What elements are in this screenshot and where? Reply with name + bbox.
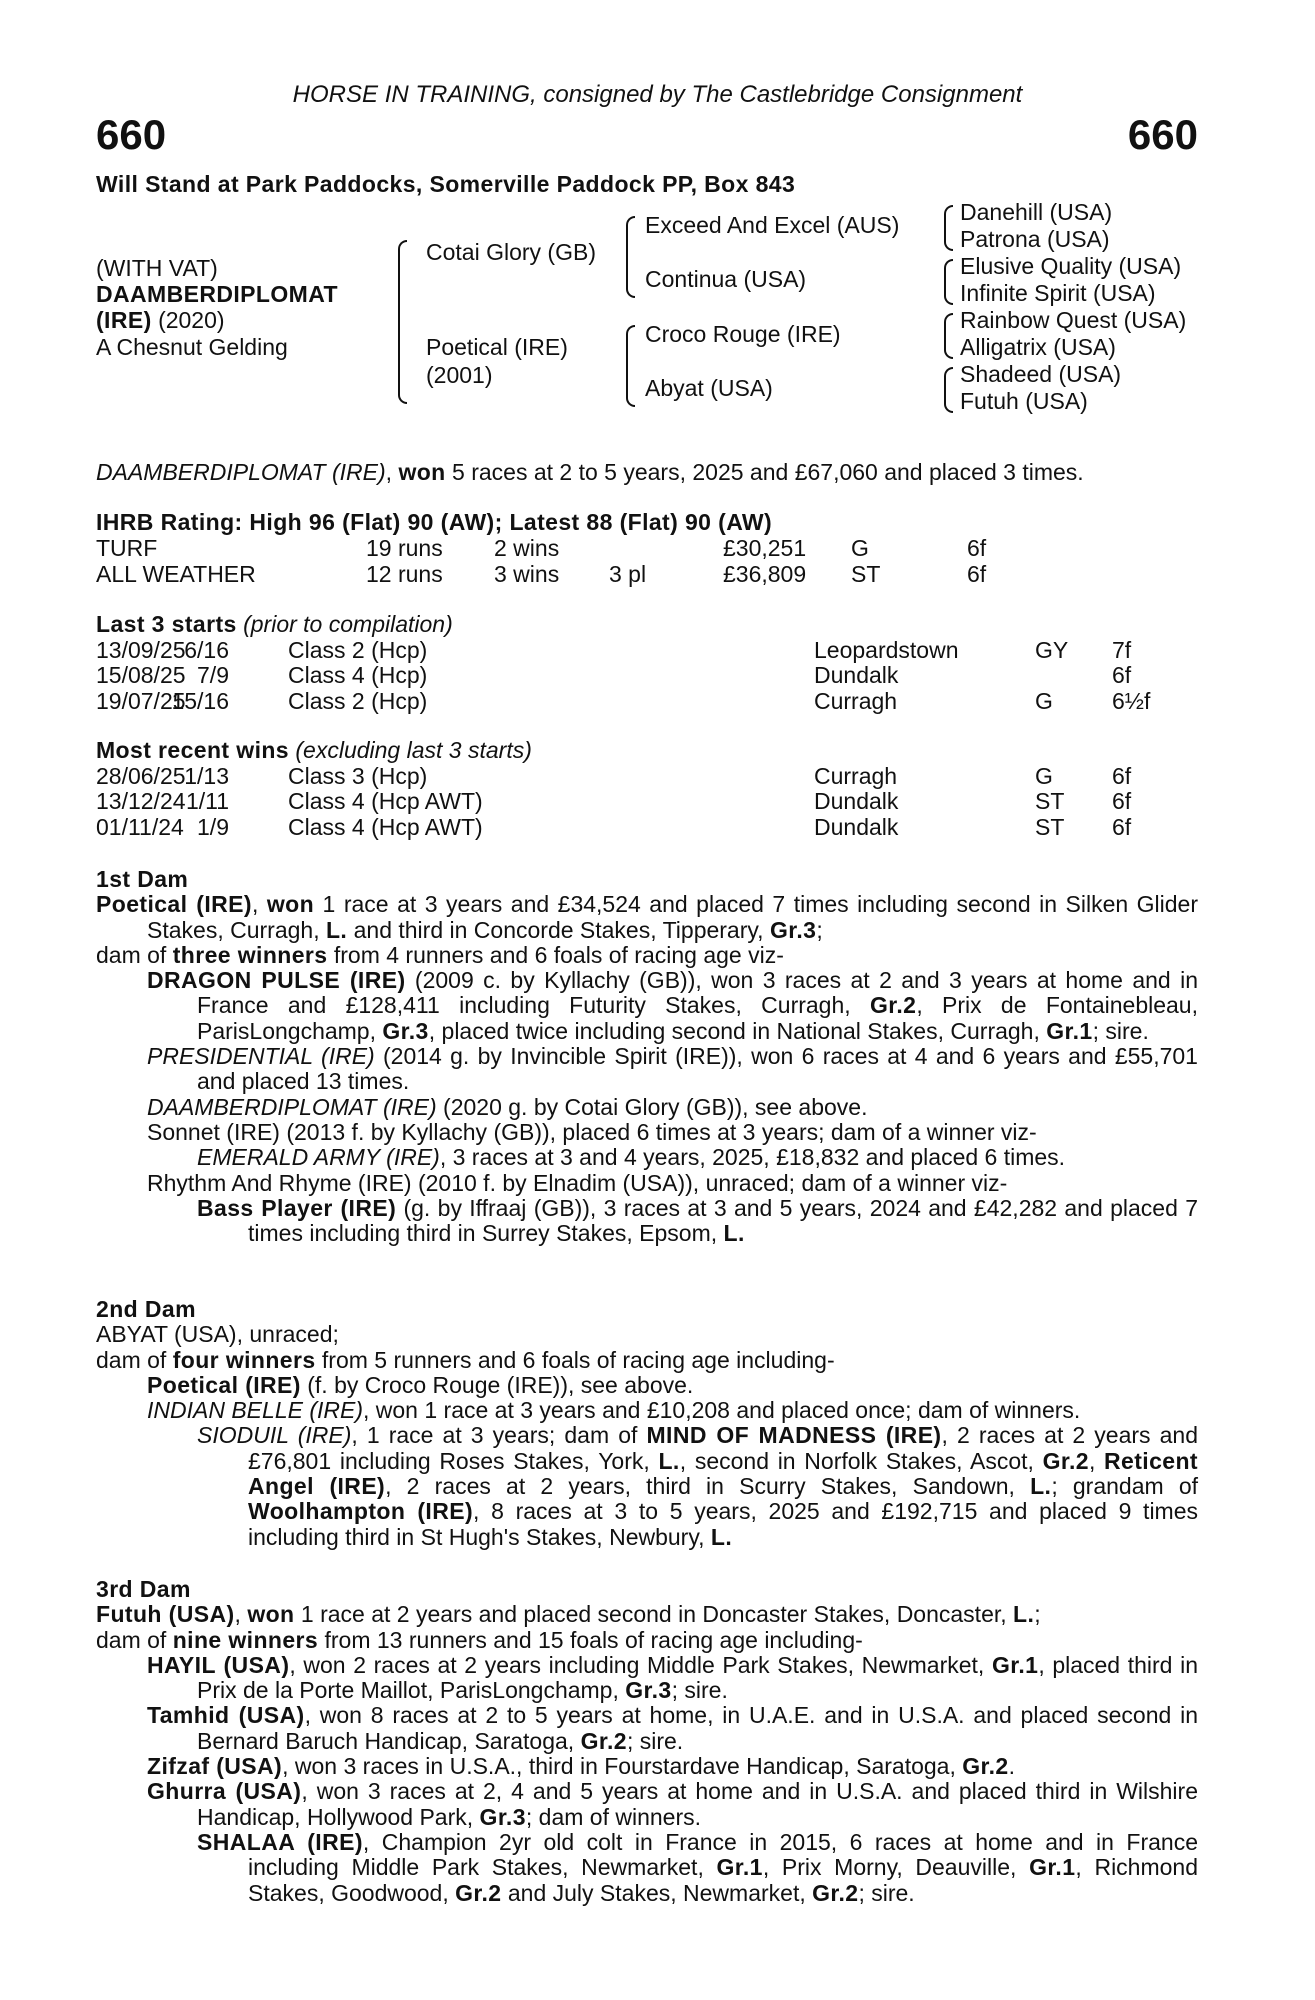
bold-text: Gr.2	[962, 1753, 1009, 1780]
race-class: Class 2 (Hcp)	[288, 637, 428, 663]
text: .	[1008, 1753, 1015, 1780]
produce-record	[96, 1120, 1198, 1145]
venue: Curragh	[814, 687, 898, 714]
italic-text: SIODUIL (IRE)	[197, 1422, 352, 1449]
produce-record	[96, 1779, 1198, 1830]
text: , Prix de Fontainebleau, ParisLongchamp,	[197, 992, 1198, 1044]
ancestor: Shadeed (USA)	[960, 361, 1122, 387]
italic-text: EMERALD ARMY (IRE)	[197, 1144, 440, 1171]
text: 1 race at 2 years and placed second in Doncaster Stakes, Doncaster,	[294, 1601, 1014, 1628]
going: ST	[1035, 788, 1065, 815]
bold-text: Gr.3	[625, 1677, 672, 1704]
text: Rhythm And Rhyme (IRE) (2010 f. by Elnadim (USA)), unraced; dam of a winner viz-	[147, 1169, 1008, 1196]
produce-record	[96, 1628, 1198, 1653]
produce-record	[96, 1322, 1198, 1347]
bold-text: L.	[723, 1220, 745, 1247]
bold-text: Woolhampton (IRE)	[248, 1498, 474, 1525]
text: , won 2 races at 2 years including Middle Park Stakes, Newmarket,	[289, 1651, 992, 1678]
going: ST	[1035, 813, 1065, 840]
bold-text: L.	[1013, 1601, 1035, 1628]
text: , won 8 races at 2 to 5 years at home, in U.A.E. and in U.S.A. and placed second in Bernard Baruch Handicap, Saratoga,	[197, 1702, 1198, 1754]
ancestor: Alligatrix (USA)	[960, 334, 1116, 360]
bold-text: three winners	[172, 941, 328, 968]
text: ; sire.	[858, 1879, 915, 1906]
race-date: 28/06/25	[96, 763, 186, 789]
bold-text: Gr.2	[812, 1879, 859, 1906]
text: ,	[251, 891, 267, 918]
italic-text: DAAMBERDIPLOMAT (IRE)	[147, 1093, 437, 1120]
produce-record	[96, 1348, 1198, 1373]
text: (2014 g. by Invincible Spirit (IRE)), won 6 races at 4 and 6 years and £55,701 and placed 13 times.	[197, 1043, 1198, 1095]
race-class: Class 4 (Hcp AWT)	[288, 788, 483, 815]
italic-text: INDIAN BELLE (IRE)	[147, 1397, 363, 1424]
horse-country: (IRE)	[96, 307, 152, 333]
text: from 13 runners and 15 foals of racing age including-	[318, 1626, 863, 1653]
placed: 3 pl	[609, 561, 647, 587]
bold-text: L.	[1030, 1473, 1052, 1500]
bold-text: Gr.3	[769, 916, 817, 943]
text: ; sire.	[626, 1727, 684, 1754]
dam-heading: 2nd Dam	[96, 1296, 196, 1322]
text: (g. by Iffraaj (GB)), 3 races at 3 and 5 years, 2024 and £42,282 and placed 7 times including third in Surrey Stakes, Epsom,	[248, 1194, 1198, 1247]
text: , second in Norfolk Stakes, Ascot,	[679, 1447, 1043, 1474]
surface: ALL WEATHER	[96, 561, 256, 587]
grandsire-maternal: Croco Rouge (IRE)	[645, 321, 841, 347]
venue: Leopardstown	[814, 637, 959, 663]
bold-text: DRAGON PULSE (IRE)	[147, 967, 406, 994]
second-dam-section	[96, 1297, 1198, 1550]
text: ;	[816, 916, 823, 943]
bold-text: MIND OF MADNESS (IRE)	[646, 1422, 942, 1449]
text: Sonnet (IRE) (2013 f. by Kyllachy (GB)), placed 6 times at 3 years; dam of a winner viz-	[147, 1118, 1037, 1145]
bold-text: Gr.1	[1046, 1017, 1093, 1044]
last-starts-note: (prior to compilation)	[236, 611, 453, 637]
race-class: Class 4 (Hcp AWT)	[288, 813, 483, 840]
consignment-line: HORSE IN TRAINING, consigned by The Castlebridge Consignment	[292, 81, 1023, 108]
dam-heading: 1st Dam	[96, 866, 189, 892]
text: , won 1 race at 3 years and £10,208 and placed once; dam of winners.	[363, 1397, 1081, 1424]
produce-record	[96, 1653, 1198, 1704]
text: and July Stakes, Newmarket,	[501, 1879, 813, 1906]
text: ; sire.	[1092, 1017, 1149, 1044]
bold-text: L.	[658, 1447, 680, 1474]
produce-record	[96, 1703, 1198, 1754]
produce-record	[96, 1398, 1198, 1423]
bold-text: nine winners	[172, 1626, 319, 1653]
race-date: 01/11/24	[96, 813, 184, 840]
dam: Poetical (IRE)	[426, 334, 568, 360]
bold-text: Bass Player (IRE)	[197, 1194, 397, 1221]
ancestor: Patrona (USA)	[960, 226, 1110, 252]
going: G	[851, 535, 869, 561]
bold-text: Gr.2	[869, 992, 917, 1019]
ancestor: Elusive Quality (USA)	[960, 253, 1182, 279]
race-class: Class 4 (Hcp)	[288, 662, 428, 689]
lot-number-left: 660	[96, 111, 167, 158]
bold-text: Futuh (USA)	[96, 1601, 235, 1628]
wins: 3 wins	[494, 561, 560, 587]
produce-record	[96, 1830, 1198, 1906]
finish-position: 7/9	[197, 662, 229, 689]
brace-icon	[626, 216, 635, 298]
produce-record	[96, 1196, 1198, 1247]
summary-won: won	[398, 459, 446, 485]
summary-name: DAAMBERDIPLOMAT (IRE)	[96, 459, 386, 485]
bold-text: Poetical (IRE)	[96, 891, 252, 918]
text: ,	[234, 1601, 248, 1628]
text: ,	[1088, 1447, 1105, 1474]
text: , placed twice including second in National Stakes, Curragh,	[428, 1017, 1047, 1044]
last-starts-title: Last 3 starts	[96, 611, 237, 637]
ancestor: Danehill (USA)	[960, 199, 1113, 225]
bold-text: won	[247, 1601, 295, 1628]
going: GY	[1035, 637, 1069, 663]
text: dam of	[96, 1346, 173, 1373]
runs: 19 runs	[366, 535, 443, 561]
going: G	[1035, 763, 1053, 789]
produce-record	[96, 1423, 1198, 1549]
surface: TURF	[96, 535, 158, 561]
summary-rest: 5 races at 2 to 5 years, 2025 and £67,060 and placed 3 times.	[445, 459, 1084, 485]
text: (2020 g. by Cotai Glory (GB)), see above.	[436, 1093, 868, 1120]
bold-text: four winners	[172, 1346, 316, 1373]
text: (f. by Croco Rouge (IRE)), see above.	[300, 1371, 694, 1398]
vat-note: (WITH VAT)	[96, 255, 218, 281]
ancestor: Infinite Spirit (USA)	[960, 280, 1156, 306]
race-class: Class 3 (Hcp)	[288, 763, 428, 789]
produce-record	[96, 943, 1198, 968]
distance: 6½f	[1112, 687, 1151, 714]
produce-record	[96, 1171, 1198, 1196]
rating-heading: IHRB Rating: High 96 (Flat) 90 (AW); Latest 88 (Flat) 90 (AW)	[96, 509, 773, 535]
distance: 6f	[1112, 662, 1132, 689]
text: , 3 races at 3 and 4 years, 2025, £18,832 and placed 6 times.	[439, 1144, 1066, 1171]
italic-text: PRESIDENTIAL (IRE)	[147, 1043, 375, 1070]
text: ABYAT (USA), unraced;	[96, 1321, 339, 1348]
venue: Curragh	[814, 763, 898, 789]
race-date: 13/09/25	[96, 637, 186, 663]
summary-sep: ,	[385, 459, 399, 485]
brace-icon	[398, 240, 407, 404]
venue: Dundalk	[814, 662, 899, 689]
going: ST	[851, 561, 881, 587]
race-date: 13/12/24	[96, 788, 186, 815]
produce-record	[96, 1754, 1198, 1779]
finish-position: 1/13	[184, 763, 229, 789]
ancestor: Rainbow Quest (USA)	[960, 307, 1187, 333]
finish-position: 1/11	[185, 788, 229, 815]
runs: 12 runs	[366, 561, 443, 587]
text: , Richmond Stakes, Goodwood,	[248, 1854, 1199, 1906]
lot-number-right: 660	[1127, 111, 1198, 158]
text: , won 3 races at 2, 4 and 5 years at home and in U.S.A. and placed third in Wilshire Handicap, Hollywood Park,	[197, 1778, 1198, 1830]
recent-wins-note: (excluding last 3 starts)	[289, 737, 532, 763]
bold-text: Gr.2	[455, 1879, 502, 1906]
race-date: 19/07/25	[96, 687, 186, 714]
stabling-location: Will Stand at Park Paddocks, Somerville Paddock PP, Box 843	[96, 171, 796, 197]
brace-icon	[944, 205, 953, 251]
dam-heading: 3rd Dam	[96, 1576, 191, 1602]
bold-text: Poetical (IRE)	[147, 1371, 301, 1398]
produce-record	[96, 892, 1198, 943]
distance: 6f	[1112, 788, 1132, 815]
horse-name: DAAMBERDIPLOMAT	[96, 281, 338, 307]
text: , 8 races at 3 to 5 years, 2025 and £192,715 and placed 9 times including third in St Hugh's Stakes, Newbury,	[248, 1498, 1199, 1550]
produce-record	[96, 1044, 1198, 1095]
bold-text: Gr.3	[382, 1017, 429, 1044]
text: dam of	[96, 941, 173, 968]
race-class: Class 2 (Hcp)	[288, 687, 428, 714]
text: , 2 races at 2 years, third in Scurry Stakes, Sandown,	[385, 1473, 1031, 1500]
venue: Dundalk	[814, 788, 899, 815]
bold-text: Reticent Angel (IRE)	[248, 1447, 1198, 1500]
distance: 6f	[1112, 813, 1132, 840]
produce-record	[96, 1145, 1198, 1170]
horse-year: (2020)	[158, 307, 225, 333]
going: G	[1035, 687, 1053, 714]
sire: Cotai Glory (GB)	[426, 239, 596, 265]
dam-year: (2001)	[426, 362, 493, 388]
text: ; dam of winners.	[525, 1803, 702, 1830]
granddam-paternal: Continua (USA)	[645, 266, 807, 292]
text: , Prix Morny, Deauville,	[762, 1854, 1030, 1881]
bold-text: L.	[710, 1523, 733, 1550]
text: from 4 runners and 6 foals of racing age viz-	[327, 941, 784, 968]
finish-position: 6/16	[184, 637, 229, 663]
finish-position: 15/16	[171, 687, 229, 714]
race-date: 15/08/25	[96, 662, 186, 689]
venue: Dundalk	[814, 813, 899, 840]
brace-icon	[944, 313, 953, 359]
text: , 1 race at 3 years; dam of	[351, 1422, 647, 1449]
bold-text: Gr.1	[716, 1854, 763, 1881]
text: ; sire.	[671, 1677, 728, 1704]
bold-text: Gr.2	[1042, 1447, 1089, 1474]
bold-text: Gr.1	[1029, 1854, 1076, 1881]
bold-text: Gr.1	[991, 1651, 1039, 1678]
bold-text: SHALAA (IRE)	[197, 1828, 363, 1855]
prize-money: £30,251	[723, 535, 807, 561]
bold-text: Tamhid (USA)	[147, 1702, 305, 1729]
horse-description: A Chesnut Gelding	[96, 334, 288, 360]
bold-text: Gr.2	[580, 1727, 627, 1754]
text: 1 race at 3 years and £34,524 and placed 7 times including second in Silken Glider Stakes, Curragh,	[147, 891, 1199, 943]
text: , Champion 2yr old colt in France in 2015, 6 races at home and in France including Middle Park Stakes, Newmarket,	[248, 1828, 1198, 1881]
grandsire-paternal: Exceed And Excel (AUS)	[645, 212, 900, 238]
ancestor: Futuh (USA)	[960, 388, 1088, 414]
produce-record	[96, 968, 1198, 1044]
produce-record	[96, 1602, 1198, 1627]
text: , placed third in Prix de la Porte Maillot, ParisLongchamp,	[197, 1651, 1198, 1704]
text: , 2 races at 2 years and £76,801 including Roses Stakes, York,	[248, 1422, 1199, 1474]
bold-text: HAYIL (USA)	[147, 1651, 290, 1678]
brace-icon	[626, 325, 635, 407]
bold-text: Ghurra (USA)	[147, 1778, 302, 1805]
bold-text: Gr.3	[479, 1803, 526, 1830]
finish-position: 1/9	[197, 813, 229, 840]
distance: 6f	[967, 561, 987, 587]
third-dam-section	[96, 1577, 1198, 1906]
produce-record	[96, 1095, 1198, 1120]
race-summary	[96, 460, 1084, 485]
first-dam-section	[96, 867, 1198, 1246]
bold-text: won	[266, 891, 315, 918]
text: , won 3 races in U.S.A., third in Fourstardave Handicap, Saratoga,	[282, 1753, 963, 1780]
bold-text: L.	[325, 916, 348, 943]
text: dam of	[96, 1626, 173, 1653]
last-starts-heading	[96, 612, 453, 637]
prize-money: £36,809	[723, 561, 807, 587]
recent-wins-title: Most recent wins	[96, 737, 289, 763]
granddam-maternal: Abyat (USA)	[645, 375, 773, 401]
brace-icon	[944, 259, 953, 305]
distance: 7f	[1112, 637, 1132, 663]
bold-text: Zifzaf (USA)	[147, 1753, 283, 1780]
brace-icon	[944, 367, 953, 413]
produce-record	[96, 1373, 1198, 1398]
text: (2009 c. by Kyllachy (GB)), won 3 races at 2 and 3 years at home and in France and £128,411 including Futurity Stakes, Curragh,	[197, 967, 1198, 1019]
text: ; grandam of	[1051, 1473, 1199, 1500]
text: ;	[1034, 1601, 1041, 1628]
distance: 6f	[1112, 763, 1132, 789]
wins: 2 wins	[494, 535, 560, 561]
text: and third in Concorde Stakes, Tipperary,	[347, 916, 770, 943]
text: from 5 runners and 6 foals of racing age including-	[315, 1346, 835, 1373]
distance: 6f	[967, 535, 987, 561]
recent-wins-heading	[96, 738, 532, 763]
